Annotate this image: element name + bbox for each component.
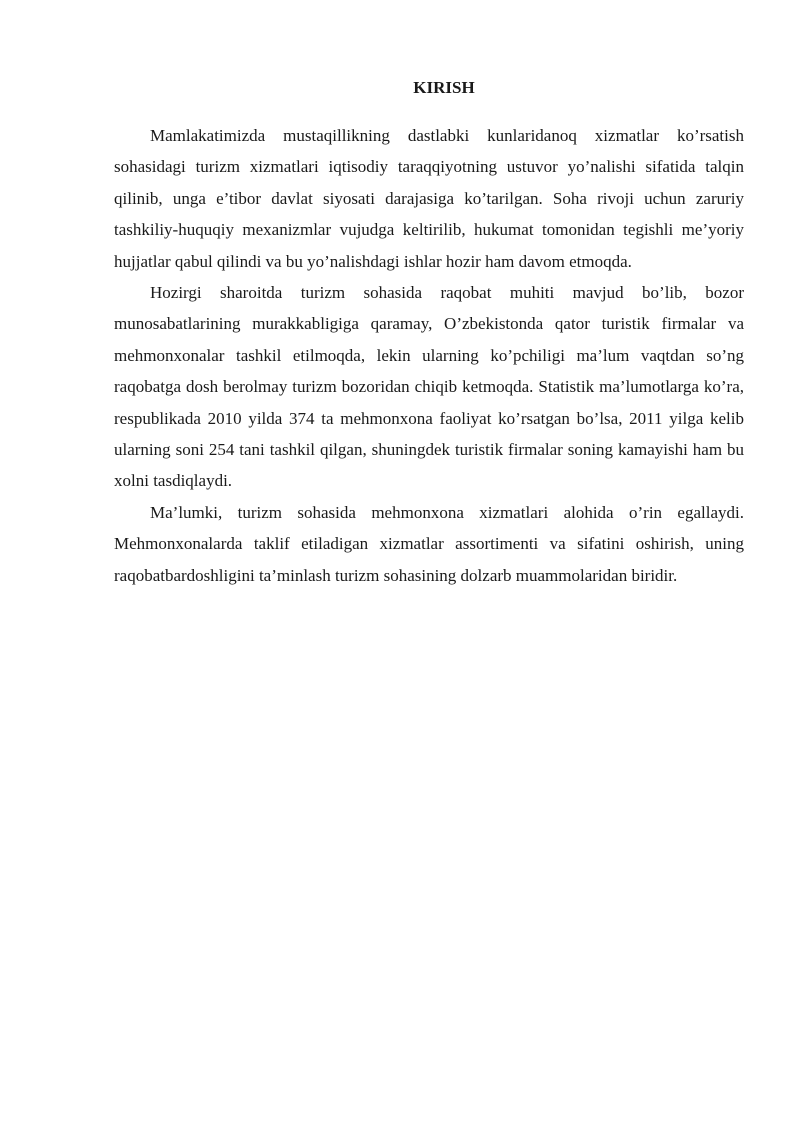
page-title: KIRISH [413, 78, 475, 97]
paragraph-3: Ma’lumki, turizm sohasida mehmonxona xizmatlari alohida o’rin egallaydi. Mehmonxonalarda taklif etiladigan xizmatlar assortimenti va sifatini oshirish, uning raqobatbardoshligini ta’minlash turizm sohasining dolzarb muammolaridan biridir. [114, 502, 744, 585]
paragraph-1: Mamlakatimizda mustaqillikning dastlabki kunlaridanoq xizmatlar ko’rsatish sohasidagi turizm xizmatlari iqtisodiy taraqqiyotning ustuvor yo’nalishi sifatida talqin qilinib, unga e’tibor davlat siyosati darajasiga ko’tarilgan. Soha rivoji uchun zaruriy tashkiliy-huquqiy mexanizmlar vujudga keltirilib, hukumat tomonidan tegishli me’yoriy hujjatlar qabul qilindi va bu yo’nalishdagi ishlar hozir ham davom etmoqda. [114, 126, 744, 271]
page-content [114, 74, 744, 591]
paragraph-2: Hozirgi sharoitda turizm sohasida raqobat muhiti mavjud bo’lib, bozor munosabatlarining murakkabligiga qaramay, O’zbekistonda qator turistik firmalar va mehmonxonalar tashkil etilmoqda, lekin ularning ko’pchiligi ma’lum vaqtdan so’ng raqobatga dosh berolmay turizm bozoridan chiqib ketmoqda. Statistik ma’lumotlarga ko’ra, respublikada 2010 yilda 374 ta mehmonxona faoliyat ko’rsatgan bo’lsa, 2011 yilga kelib ularning soni 254 tani tashkil qilgan, shuningdek turistik firmalar soning kamayishi ham bu xolni tasdiqlaydi. [114, 283, 744, 491]
